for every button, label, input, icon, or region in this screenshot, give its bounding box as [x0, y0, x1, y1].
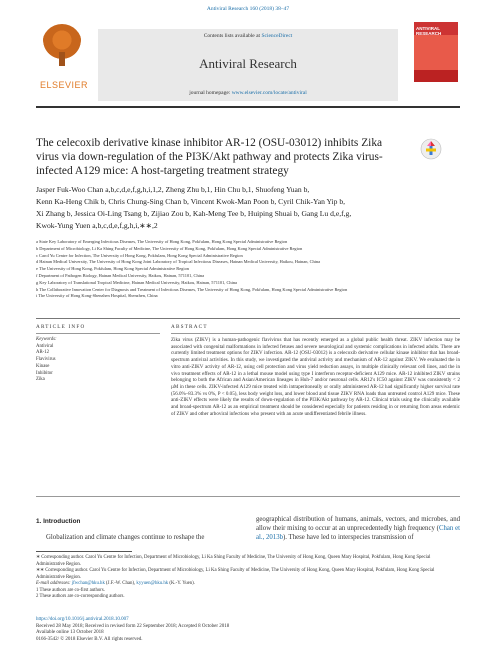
author-line[interactable]: Jasper Fuk-Woo Chan a,b,c,d,e,f,g,h,i,1,2, Zheng Zhu b,1, Hin Chu b,1, Shuofeng Yuan b, — [36, 185, 310, 194]
footnote: 1 These authors are co-first authors. — [36, 587, 105, 593]
keyword: Inhibitor — [36, 370, 53, 376]
article-info-rule — [36, 333, 160, 334]
publication-info — [36, 617, 460, 643]
keyword: Kinase — [36, 363, 50, 369]
sciencedirect-link[interactable]: ScienceDirect — [261, 33, 293, 39]
email-link-yuen[interactable]: kyyuen@hku.hk — [136, 581, 169, 586]
abstract-rule — [171, 333, 460, 334]
author-line[interactable]: Xi Zhang b, Jessica Oi-Ling Tsang b, Zijiao Zou b, Kah-Meng Tee b, Huiping Shuai b, Gang Lu d,e,f,g, — [36, 209, 352, 218]
email-label: E-mail addresses: — [36, 581, 72, 586]
citation-link[interactable]: Chan et al., 2013b — [256, 525, 460, 541]
journal-reference[interactable]: Antiviral Research 160 (2018) 38–47 — [206, 6, 290, 12]
cover-title: ANTIVIRAL RESEARCH — [416, 26, 442, 36]
introduction-left-text: Globalization and climate changes continue to reshape the — [46, 534, 205, 541]
affiliation: d Hainan Medical University, The University of Hong Kong Joint Laboratory of Tropical Infectious Diseases, Hainan Medical University, Haikou, Hainan, China — [36, 259, 321, 265]
affiliation: g Key Laboratory of Translational Tropical Medicine, Hainan Medical University, Haikou, Hainan, 571101, China — [36, 279, 237, 285]
available-online: Available online 13 October 2018 — [36, 630, 104, 636]
intro-right-tail: ). These have led to interspecies transmission of — [283, 534, 414, 541]
section-rule — [36, 318, 460, 319]
author-line[interactable]: Kenn Ka-Heng Chik b, Chris Chung-Sing Chan b, Vincent Kwok-Man Poon b, Cyril Chik-Yan Yip b, — [36, 197, 346, 206]
author-list — [36, 184, 456, 232]
email-name-chan: (J.F.-W. Chan), — [104, 581, 137, 586]
publisher-name: ELSEVIER — [39, 80, 89, 90]
keyword: Zika — [36, 377, 45, 383]
contents-line — [98, 33, 398, 39]
introduction-right-text — [256, 515, 460, 542]
keywords-label: Keywords: — [36, 337, 57, 342]
article-title: The celecoxib derivative kinase inhibitor AR-12 (OSU-03012) inhibits Zika virus via down-regulation of the PI3K/Akt pathway and protects Zika virus-infected A129 mice: A host-targeting treatment strategy — [36, 137, 383, 177]
journal-title[interactable]: Antiviral Research — [199, 56, 297, 71]
affiliation: e The University of Hong Kong, Pokfulam, Hong Kong Special Administrative Region — [36, 266, 189, 272]
footnote: 2 These authors are co-corresponding authors. — [36, 594, 125, 599]
email-link-chan[interactable]: jfwchan@hku.hk — [71, 581, 105, 586]
crossmark-icon[interactable] — [420, 138, 442, 160]
footnotes — [36, 555, 460, 601]
copyright: 0166-3542/ © 2018 Elsevier B.V. All rights reserved. — [36, 636, 143, 642]
author-line[interactable]: Kwok-Yung Yuen a,b,c,d,e,f,g,h,i,∗∗,2 — [36, 221, 158, 230]
article-info-heading: ARTICLE INFO — [36, 324, 86, 330]
introduction-heading: 1. Introduction — [36, 518, 81, 525]
affiliation: i The University of Hong Kong-Shenzhen Hospital, Shenzhen, China — [36, 293, 158, 299]
affiliation: c Carol Yu Centre for Infection, The University of Hong Kong, Pokfulam, Hong Kong Special Administrative Region — [36, 252, 243, 258]
keyword: Flavivirus — [36, 357, 56, 363]
affiliation-list — [36, 239, 456, 300]
abstract-end-rule — [36, 496, 460, 497]
intro-right-body: geographical distribution of humans, animals, vectors, and microbes, and allow their mixing to occur at an unprecedentedly high frequency ( — [256, 516, 460, 532]
contents-prefix: Contents lists available at — [203, 33, 262, 39]
keyword: AR-12 — [36, 350, 50, 356]
header-rule — [36, 106, 460, 108]
received-dates: Received 28 May 2018; Received in revised form 22 September 2018; Accepted 8 October 2018 — [36, 623, 230, 629]
abstract-heading: ABSTRACT — [171, 324, 208, 330]
elsevier-logo — [36, 22, 88, 80]
affiliation: a State Key Laboratory of Emerging Infectious Diseases, The University of Hong Kong, Pokfulam, Hong Kong Special Administrative Region — [36, 239, 288, 244]
homepage-prefix: journal homepage: — [189, 90, 232, 96]
footnote: ∗∗ Corresponding author. Carol Yu Centre for Infection, Department of Microbiology, Li Ka Shing Faculty of Medicine, The University of Hong Kong, Queen Mary Hospital, Pokfulam, Hong Kong Special Administrative Region. — [36, 568, 435, 580]
affiliation: h The Collaborative Innovation Center for Diagnosis and Treatment of Infectious Diseases, The University of Hong Kong, Pokfulam, Hong Kong Special Administrative Region — [36, 286, 348, 292]
elsevier-trunk-icon — [59, 52, 65, 66]
journal-homepage-link[interactable]: www.elsevier.com/locate/antiviral — [231, 90, 307, 96]
footnote: ∗ Corresponding author. Carol Yu Centre for Infection, Department of Microbiology, Li Ka Shing Faculty of Medicine, The University of Hong Kong, Queen Mary Hospital, Pokfulam, Hong Kong Special Administrative Region. — [36, 555, 431, 567]
email-name-yuen: (K.-Y. Yuen). — [168, 581, 195, 586]
keywords-block — [36, 337, 156, 384]
journal-cover-image[interactable] — [414, 22, 458, 82]
footnote-rule — [36, 551, 132, 552]
affiliation: b Department of Microbiology, Li Ka Shing Faculty of Medicine, The University of Hong Kong, Pokfulam, Hong Kong Special Administrative Region — [36, 245, 303, 251]
homepage-line — [98, 90, 398, 96]
affiliation: f Department of Pathogen Biology, Hainan Medical University, Haikou, Hainan, 571101, China — [36, 272, 205, 278]
abstract-text: Zika virus (ZIKV) is a human-pathogenic flavivirus that has recently emerged as a global public health threat. ZIKV infection may be associated with congenital malformations in infected fetuses and severe neurological and systemic complications in infected adults. There are currently limited treatment options for ZIKV infection. AR-12 (OSU-03012) is a celecoxib derivative cellular kinase inhibitor that has broad-spectrum antiviral activities. In this study, we investigated the antiviral activity and mechanism of AR-12 against ZIKV. We evaluated the in vitro anti-ZIKV activity of AR-12, using cell protection and virus yield reduction assays, in multiple clinically relevant cell lines, and the in vivo treatment effects of AR-12 in a lethal mouse model using type I interferon receptor-deficient A129 mice. AR-12 inhibited ZIKV strains belonging to both the African and Asian/American lineages in Huh-7 and/or neuronal cells. AR12's IC50 against ZIKV was consistently < 2 µM in these cells. ZIKV-infected A129 mice treated with intraperitoneally or orally administered AR-12 had significantly higher survival rate (56.0%–83.3% vs 0%, P < 0.05), less body weight loss, and lower blood and tissue ZIKV RNA loads than untreated control A129 mice. These anti-ZIKV effects were likely the results of down-regulation of the PI3K/Akt pathway by AR-12. Clinical trials using the clinically available and broad-spectrum AR-12 as an empirical treatment should be considered especially for patients residing in or returning from areas endemic of ZIKV and other arboviral infections who present with an acute undifferentiated febrile illness. — [171, 337, 460, 417]
keyword: Antiviral — [36, 343, 54, 349]
doi-link[interactable]: https://doi.org/10.1016/j.antiviral.2018.10.007 — [36, 617, 129, 622]
